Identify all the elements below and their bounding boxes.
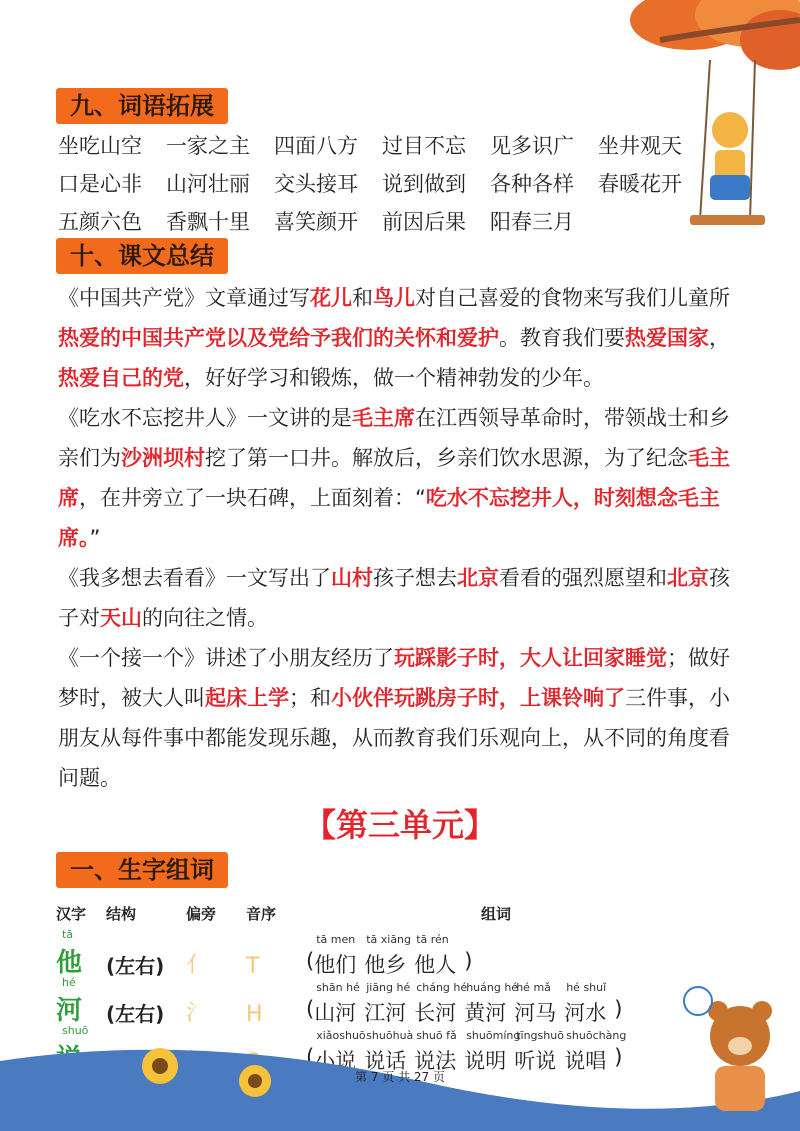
idiom: 前因后果 <box>382 210 466 234</box>
page-footer: 第 7 页 共 27 页 <box>355 1070 445 1084</box>
section9-heading: 九、词语拓展 <box>56 88 228 124</box>
text: 。教育我们要 <box>499 326 625 350</box>
highlight: 天山 <box>100 606 142 630</box>
text: ；和 <box>289 686 331 710</box>
text: 看看的强烈愿望和 <box>499 566 667 590</box>
word-pinyin: shuōhuà <box>366 1029 414 1042</box>
word <box>364 933 412 979</box>
section1-heading: 一、生字组词 <box>56 852 228 888</box>
summary-paragraph-2 <box>58 398 748 558</box>
paren-open: ( <box>306 1045 315 1069</box>
radical-cell: 亻 <box>186 953 209 978</box>
struct-cell: (左右) <box>106 1002 165 1026</box>
highlight: 小伙伴玩跳房子时，上课铃响了 <box>331 686 625 710</box>
word-pinyin: huáng hé <box>466 981 519 994</box>
word <box>414 933 457 979</box>
order-cell: H <box>246 1002 263 1027</box>
text: 挖了第一口井。解放后，乡亲们饮水思源，为了纪念 <box>205 446 688 470</box>
highlight: 花儿 <box>310 286 352 310</box>
idiom: 交头接耳 <box>274 172 358 196</box>
word-pinyin: shān hé <box>316 981 360 994</box>
word-text: 他乡 <box>364 953 407 977</box>
idiom-row <box>58 202 718 240</box>
word-text: 他们 <box>314 953 357 977</box>
word-pinyin: hé shuǐ <box>566 981 607 994</box>
text: 文章通过写 <box>205 286 310 310</box>
paren-close: ) <box>614 997 623 1021</box>
header-struct: 结构 <box>106 905 137 923</box>
word-pinyin: tā men <box>316 933 356 946</box>
word-text: 说唱 <box>564 1049 607 1073</box>
radical-cell: 氵 <box>186 1001 209 1026</box>
header-radical: 偏旁 <box>186 905 217 923</box>
word-pinyin: tā rén <box>416 933 449 946</box>
highlight: 吃水不忘挖井人，时刻想念毛主席。 <box>58 486 720 550</box>
text: ，在井旁立了一块石碑，上面刻着：“ <box>79 486 426 510</box>
char-text: 河 <box>56 996 83 1026</box>
word-text: 山河 <box>314 1001 357 1025</box>
word <box>314 933 357 979</box>
struct-cell: (左右) <box>106 954 165 978</box>
word-pinyin: jiāng hé <box>366 981 411 994</box>
char-pinyin: shuō <box>62 1024 89 1037</box>
lesson-title: 《吃水不忘挖井人》 <box>58 406 247 430</box>
highlight: 北京 <box>457 566 499 590</box>
word-pinyin: shuōchàng <box>566 1029 627 1042</box>
text: 一文写出了 <box>226 566 331 590</box>
unit-title: 【第三单元】 <box>303 806 496 844</box>
table-header <box>56 903 696 927</box>
word-text: 长河 <box>414 1001 457 1025</box>
highlight: 鸟儿 <box>373 286 415 310</box>
char-cell <box>56 928 106 979</box>
highlight: 沙洲坝村 <box>121 446 205 470</box>
word-pinyin: shuōmíng <box>466 1029 521 1042</box>
word-text: 黄河 <box>464 1001 507 1025</box>
lesson-title: 《一个接一个》 <box>58 646 205 670</box>
paren-close: ) <box>464 949 473 973</box>
text: 的向往之情。 <box>142 606 268 630</box>
text: ，好好学习和锻炼，做一个精神勃发的少年。 <box>184 366 604 390</box>
highlight: 热爱自己的党 <box>58 366 184 390</box>
summary-paragraph-1 <box>58 278 748 398</box>
word-text: 河马 <box>514 1001 557 1025</box>
text: 讲述了小朋友经历了 <box>205 646 394 670</box>
word-pinyin: shuō fǎ <box>416 1029 457 1042</box>
idiom: 一家之主 <box>166 134 250 158</box>
highlight: 山村 <box>331 566 373 590</box>
idiom: 五颜六色 <box>58 210 142 234</box>
char-text: 他 <box>56 948 83 978</box>
text: ” <box>89 526 101 550</box>
idiom: 口是心非 <box>58 172 142 196</box>
summary-paragraph-4 <box>58 638 748 798</box>
highlight: 玩踩影子时，大人让回家睡觉 <box>394 646 667 670</box>
word-pinyin: hé mǎ <box>516 981 551 994</box>
paren-open: ( <box>306 997 315 1021</box>
highlight: 毛主席 <box>58 446 730 510</box>
text: 和 <box>352 286 373 310</box>
idiom-row <box>58 126 718 164</box>
header-words: 组词 <box>480 905 511 923</box>
text: 一文讲的是 <box>247 406 352 430</box>
word-text: 小说 <box>314 1049 357 1073</box>
highlight: 北京 <box>667 566 709 590</box>
header-char: 汉字 <box>56 905 87 923</box>
text: 孩子想去 <box>373 566 457 590</box>
summary-paragraph-3 <box>58 558 748 638</box>
lesson-title: 《中国共产党》 <box>58 286 205 310</box>
idiom: 坐吃山空 <box>58 134 142 158</box>
word-pinyin: cháng hé <box>416 981 468 994</box>
idiom: 春暖花开 <box>598 172 682 196</box>
word-text: 江河 <box>364 1001 407 1025</box>
text: 在江西领导革命时，带领战士和乡亲们为 <box>58 406 730 470</box>
char-pinyin: tā <box>62 928 74 941</box>
text: 对自己喜爱的食物来写我们儿童所 <box>415 286 730 310</box>
idiom: 四面八方 <box>274 134 358 158</box>
idiom: 阳春三月 <box>490 210 574 234</box>
char-pinyin: hé <box>62 976 76 989</box>
word-text: 他人 <box>414 953 457 977</box>
idiom-row <box>58 164 718 202</box>
highlight: 起床上学 <box>205 686 289 710</box>
text: 三件事，小朋友从每件事中都能发现乐趣，从而教育我们乐观向上，从不同的角度看问题。 <box>58 686 730 790</box>
highlight: 毛主席 <box>352 406 415 430</box>
idiom: 山河壮丽 <box>166 172 250 196</box>
word-text: 说明 <box>464 1049 507 1073</box>
idiom-list <box>58 126 718 240</box>
word-text: 河水 <box>564 1001 607 1025</box>
paren-open: ( <box>306 949 315 973</box>
word-text: 说话 <box>364 1049 407 1073</box>
header-order: 音序 <box>246 905 277 923</box>
text: ， <box>709 326 730 350</box>
section10-heading: 十、课文总结 <box>56 238 228 274</box>
idiom: 香飘十里 <box>166 210 250 234</box>
word-pinyin: xiǎoshuō <box>316 1029 366 1042</box>
idiom: 喜笑颜开 <box>274 210 358 234</box>
highlight: 热爱国家 <box>625 326 709 350</box>
table-row <box>56 928 696 979</box>
paren-close: ) <box>614 1045 623 1069</box>
word-text: 说法 <box>414 1049 457 1073</box>
bear-net-decoration <box>680 981 790 1121</box>
word-pinyin: tā xiāng <box>366 933 412 946</box>
text: ；做好梦时，被大人叫 <box>58 646 730 710</box>
words-cell <box>306 933 473 979</box>
order-cell: T <box>246 954 260 979</box>
text: 孩子对 <box>58 566 730 630</box>
idiom: 各种各样 <box>490 172 574 196</box>
idiom: 坐井观天 <box>598 134 682 158</box>
highlight: 热爱的中国共产党以及党给予我们的关怀和爱护 <box>58 326 499 350</box>
idiom: 见多识广 <box>490 134 574 158</box>
lesson-title: 《我多想去看看》 <box>58 566 226 590</box>
word-pinyin: tīngshuō <box>516 1029 564 1042</box>
word-text: 听说 <box>514 1049 557 1073</box>
idiom: 说到做到 <box>382 172 466 196</box>
idiom: 过目不忘 <box>382 134 466 158</box>
lesson-summary <box>58 278 748 798</box>
